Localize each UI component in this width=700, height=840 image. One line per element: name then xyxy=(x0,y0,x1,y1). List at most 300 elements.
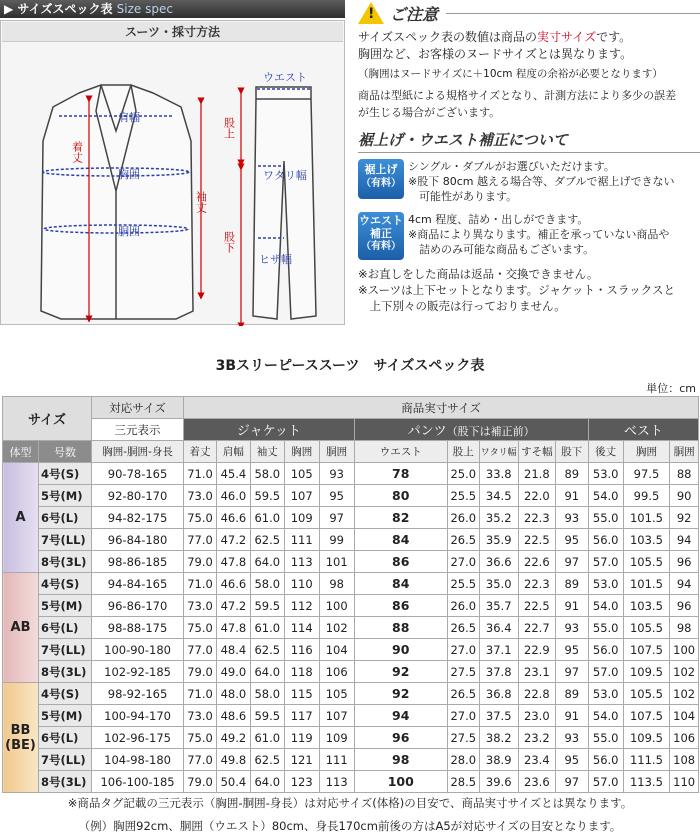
value-cell: 108 xyxy=(670,749,699,771)
col-susohaba: すそ幅 xyxy=(518,441,555,463)
label-matashita: 股下 xyxy=(222,231,236,253)
value-cell: 49.0 xyxy=(216,661,250,683)
notice-tail: ※お直しをした商品は返品・交換できません。 xyxy=(358,267,599,281)
notice-line: 胸囲など、お客様のヌードサイズとは異なります。 xyxy=(358,47,633,61)
value-cell: 37.1 xyxy=(479,639,518,661)
value-cell: 73.0 xyxy=(184,595,217,617)
value-cell: 96 xyxy=(670,551,699,573)
value-cell: 37.5 xyxy=(479,705,518,727)
warning-icon: ! xyxy=(358,2,384,24)
value-cell: 48.4 xyxy=(216,639,250,661)
size-number-cell: 7号(LL) xyxy=(39,529,92,551)
value-cell: 84 xyxy=(354,573,447,595)
value-cell: 61.0 xyxy=(250,507,284,529)
value-cell: 59.5 xyxy=(250,485,284,507)
value-cell: 71.0 xyxy=(184,683,217,705)
value-cell: 59.5 xyxy=(250,705,284,727)
value-cell: 112 xyxy=(284,595,319,617)
value-cell: 105 xyxy=(284,463,319,485)
value-cell: 47.8 xyxy=(216,617,250,639)
value-cell: 77.0 xyxy=(184,529,217,551)
value-cell: 95 xyxy=(555,529,588,551)
value-cell: 96-86-170 xyxy=(91,595,183,617)
value-cell: 107 xyxy=(284,485,319,507)
col-kitake: 着丈 xyxy=(184,441,217,463)
header-title-en: Size spec xyxy=(116,2,173,16)
value-cell: 36.4 xyxy=(479,617,518,639)
value-cell: 53.0 xyxy=(588,683,623,705)
jacket-outline-icon xyxy=(41,85,193,319)
value-cell: 22.8 xyxy=(518,683,555,705)
value-cell: 90-78-165 xyxy=(91,463,183,485)
body-type-cell: AB xyxy=(3,573,39,683)
value-cell: 27.0 xyxy=(447,639,479,661)
value-cell: 25.5 xyxy=(447,573,479,595)
value-cell: 56.0 xyxy=(588,749,623,771)
value-cell: 35.7 xyxy=(479,595,518,617)
value-cell: 96 xyxy=(670,595,699,617)
value-cell: 47.8 xyxy=(216,551,250,573)
value-cell: 102 xyxy=(319,617,354,639)
value-cell: 111 xyxy=(319,749,354,771)
value-cell: 37.8 xyxy=(479,661,518,683)
table-row xyxy=(3,661,699,683)
value-cell: 56.0 xyxy=(588,529,623,551)
table-row xyxy=(3,463,699,485)
suit-illustration xyxy=(1,41,346,326)
value-cell: 99 xyxy=(319,529,354,551)
table-row xyxy=(3,573,699,595)
value-cell: 28.5 xyxy=(447,771,479,793)
header-vest: ベスト xyxy=(588,419,698,441)
value-cell: 46.6 xyxy=(216,573,250,595)
waist-adjust-text: 4cm 程度、詰め・出しができます。 xyxy=(408,213,589,226)
value-cell: 109 xyxy=(319,727,354,749)
value-cell: 118 xyxy=(284,661,319,683)
col-doui: 胴囲 xyxy=(319,441,354,463)
value-cell: 53.0 xyxy=(588,573,623,595)
value-cell: 22.7 xyxy=(518,617,555,639)
value-cell: 98-92-165 xyxy=(91,683,183,705)
value-cell: 57.0 xyxy=(588,771,623,793)
notice-red-word: 実寸サイズ xyxy=(537,30,597,44)
footer-example: （例）胸囲92cm、胴囲（ウエスト）80cm、身長170cm前後の方はA5が対応サイズの目安となります。 xyxy=(78,819,622,833)
value-cell: 28.0 xyxy=(447,749,479,771)
value-cell: 75.0 xyxy=(184,727,217,749)
value-cell: 23.4 xyxy=(518,749,555,771)
value-cell: 88 xyxy=(670,463,699,485)
value-cell: 117 xyxy=(284,705,319,727)
value-cell: 27.5 xyxy=(447,661,479,683)
value-cell: 103.5 xyxy=(623,529,670,551)
value-cell: 64.0 xyxy=(250,551,284,573)
value-cell: 39.6 xyxy=(479,771,518,793)
value-cell: 102 xyxy=(670,661,699,683)
value-cell: 109.5 xyxy=(623,727,670,749)
value-cell: 84 xyxy=(354,529,447,551)
header-sangen: 三元表示 xyxy=(91,419,183,441)
hemming-badge: 裾上げ （有料） xyxy=(358,159,404,199)
table-row xyxy=(3,617,699,639)
value-cell: 95 xyxy=(555,749,588,771)
value-cell: 26.5 xyxy=(447,529,479,551)
label-waist: ウエスト xyxy=(263,71,307,84)
value-cell: 100 xyxy=(354,771,447,793)
table-row xyxy=(3,551,699,573)
measurement-diagram xyxy=(0,20,345,325)
value-cell: 92-80-170 xyxy=(91,485,183,507)
value-cell: 79.0 xyxy=(184,771,217,793)
value-cell: 94 xyxy=(670,573,699,595)
table-row xyxy=(3,683,699,705)
value-cell: 48.0 xyxy=(216,683,250,705)
value-cell: 104 xyxy=(319,639,354,661)
value-cell: 101 xyxy=(319,551,354,573)
value-cell: 27.5 xyxy=(447,727,479,749)
header-gosu: 号数 xyxy=(39,441,92,463)
body-type-cell: A xyxy=(3,463,39,573)
value-cell: 114 xyxy=(284,617,319,639)
waist-adjust-badge: ウエスト 補正 （有料） xyxy=(358,212,404,260)
value-cell: 95 xyxy=(319,485,354,507)
size-number-cell: 4号(S) xyxy=(39,573,92,595)
label-katahaba: 肩幅 xyxy=(118,111,140,124)
unit-label: 単位：cm xyxy=(646,382,696,395)
table-row xyxy=(3,529,699,551)
value-cell: 33.8 xyxy=(479,463,518,485)
value-cell: 106 xyxy=(319,661,354,683)
value-cell: 22.3 xyxy=(518,573,555,595)
value-cell: 26.0 xyxy=(447,507,479,529)
header-pants: パンツ（股下は補正前） xyxy=(354,419,588,441)
value-cell: 48.6 xyxy=(216,705,250,727)
value-cell: 97 xyxy=(555,771,588,793)
value-cell: 96 xyxy=(354,727,447,749)
value-cell: 27.0 xyxy=(447,551,479,573)
value-cell: 101.5 xyxy=(623,573,670,595)
value-cell: 94-82-175 xyxy=(91,507,183,529)
section-header: ▶ サイズスペック表 Size spec xyxy=(0,0,345,18)
value-cell: 98 xyxy=(319,573,354,595)
footer-note: ※商品タグ記載の三元表示（胸囲-胴囲-身長）は対応サイズ(体格)の目安で、商品実寸サイズとは異なります。 xyxy=(67,796,633,810)
size-number-cell: 7号(LL) xyxy=(39,639,92,661)
value-cell: 91 xyxy=(555,485,588,507)
col-v-kyoui: 胸囲 xyxy=(623,441,670,463)
header-jacket: ジャケット xyxy=(184,419,355,441)
size-number-cell: 6号(L) xyxy=(39,727,92,749)
header-title: サイズスペック表 xyxy=(17,2,113,16)
value-cell: 86 xyxy=(354,595,447,617)
value-cell: 91 xyxy=(555,705,588,727)
table-row xyxy=(3,595,699,617)
value-cell: 50.4 xyxy=(216,771,250,793)
table-title: 3Bスリーピーススーツ サイズスペック表 xyxy=(215,358,485,374)
value-cell: 75.0 xyxy=(184,507,217,529)
value-cell: 103.5 xyxy=(623,595,670,617)
value-cell: 77.0 xyxy=(184,639,217,661)
value-cell: 35.9 xyxy=(479,529,518,551)
value-cell: 55.0 xyxy=(588,617,623,639)
hemming-text: 可能性があります。 xyxy=(408,190,518,203)
value-cell: 97 xyxy=(319,507,354,529)
hemming-title: 裾上げ・ウエスト補正について xyxy=(358,129,700,153)
value-cell: 109 xyxy=(284,507,319,529)
value-cell: 86 xyxy=(354,551,447,573)
value-cell: 98-88-175 xyxy=(91,617,183,639)
value-cell: 23.2 xyxy=(518,727,555,749)
value-cell: 55.0 xyxy=(588,727,623,749)
hemming-text: シングル・ダブルがお選びいただけます。 xyxy=(408,160,615,173)
value-cell: 107.5 xyxy=(623,639,670,661)
size-number-cell: 5号(M) xyxy=(39,485,92,507)
table-row xyxy=(3,485,699,507)
value-cell: 110 xyxy=(670,771,699,793)
value-cell: 98 xyxy=(670,617,699,639)
col-v-doui: 胴囲 xyxy=(670,441,699,463)
value-cell: 90 xyxy=(354,639,447,661)
value-cell: 23.6 xyxy=(518,771,555,793)
value-cell: 100-90-180 xyxy=(91,639,183,661)
header-taikei: 体型 xyxy=(3,441,39,463)
value-cell: 105 xyxy=(319,683,354,705)
size-number-cell: 4号(S) xyxy=(39,463,92,485)
size-number-cell: 5号(M) xyxy=(39,705,92,727)
value-cell: 46.6 xyxy=(216,507,250,529)
value-cell: 62.5 xyxy=(250,749,284,771)
value-cell: 38.9 xyxy=(479,749,518,771)
notice-title: ご注意 xyxy=(390,4,439,24)
value-cell: 92 xyxy=(670,507,699,529)
value-cell: 22.9 xyxy=(518,639,555,661)
table-row xyxy=(3,507,699,529)
size-number-cell: 6号(L) xyxy=(39,617,92,639)
col-kyoui: 胸囲 xyxy=(284,441,319,463)
value-cell: 34.5 xyxy=(479,485,518,507)
waist-adjust-text: 詰めのみ可能な商品もございます。 xyxy=(408,243,595,256)
diagram-title: スーツ・採寸方法 xyxy=(2,22,343,42)
value-cell: 93 xyxy=(555,507,588,529)
value-cell: 61.0 xyxy=(250,617,284,639)
value-cell: 22.5 xyxy=(518,529,555,551)
table-row xyxy=(3,705,699,727)
value-cell: 73.0 xyxy=(184,485,217,507)
value-cell: 105.5 xyxy=(623,551,670,573)
col-katahaba: 肩幅 xyxy=(216,441,250,463)
notice-panel: ! ご注意 サイズスペック表の数値は商品の実寸サイズです。 胸囲など、お客様のヌードサイズとは異なります。 （胸囲はヌードサイズに＋10cm 程度の余裕が必要となります） 商品は型紙による規格サイズとなり、計測方法により多少の誤差 が生じる場合がございます。 裾上げ・ウエスト補正について 裾上げ （有料） シングル・ダブルがお選びいただけます。 ※股下 80cm 越える場合等、ダブルで裾上げできない 可能性があります。 ウエスト 補正 （有料） 4cm 程度、詰め・出しができます。 ※商品により異なります。補正を承っていない商品や 詰めのみ可能な商品もございます。 ※お直しをした商品は返品・交換できません。 ※スーツは上下セットとなります。ジャケット・スラックスと 上下別々の販売は行っておりません。 xyxy=(358,0,700,314)
value-cell: 99.5 xyxy=(623,485,670,507)
value-cell: 119 xyxy=(284,727,319,749)
value-cell: 62.5 xyxy=(250,639,284,661)
table-row xyxy=(3,771,699,793)
table-row xyxy=(3,639,699,661)
label-matagami: 股上 xyxy=(222,117,236,139)
value-cell: 92 xyxy=(354,683,447,705)
value-cell: 71.0 xyxy=(184,463,217,485)
col-ushirotake: 後丈 xyxy=(588,441,623,463)
value-cell: 109.5 xyxy=(623,661,670,683)
value-cell: 116 xyxy=(284,639,319,661)
value-cell: 77.0 xyxy=(184,749,217,771)
value-cell: 38.2 xyxy=(479,727,518,749)
col-waist: ウエスト xyxy=(354,441,447,463)
value-cell: 62.5 xyxy=(250,529,284,551)
hemming-text: ※股下 80cm 越える場合等、ダブルで裾上げできない xyxy=(408,175,675,188)
value-cell: 107.5 xyxy=(623,705,670,727)
value-cell: 104-98-180 xyxy=(91,749,183,771)
value-cell: 26.0 xyxy=(447,595,479,617)
value-cell: 89 xyxy=(555,683,588,705)
value-cell: 100 xyxy=(319,595,354,617)
value-cell: 106 xyxy=(670,727,699,749)
header-sangen-sub: 胸囲-胴囲-身長 xyxy=(91,441,183,463)
size-number-cell: 7号(LL) xyxy=(39,749,92,771)
value-cell: 35.2 xyxy=(479,507,518,529)
value-cell: 58.0 xyxy=(250,573,284,595)
value-cell: 36.8 xyxy=(479,683,518,705)
value-cell: 121 xyxy=(284,749,319,771)
table-row xyxy=(3,727,699,749)
header-taiou: 対応サイズ xyxy=(91,397,183,419)
value-cell: 101.5 xyxy=(623,507,670,529)
value-cell: 25.0 xyxy=(447,463,479,485)
value-cell: 57.0 xyxy=(588,551,623,573)
pants-outline-icon xyxy=(253,87,316,319)
value-cell: 49.2 xyxy=(216,727,250,749)
value-cell: 102-92-185 xyxy=(91,661,183,683)
value-cell: 94-84-165 xyxy=(91,573,183,595)
value-cell: 94 xyxy=(670,529,699,551)
value-cell: 22.6 xyxy=(518,551,555,573)
value-cell: 89 xyxy=(555,573,588,595)
value-cell: 46.0 xyxy=(216,485,250,507)
waist-adjust-text: ※商品により異なります。補正を承っていない商品や xyxy=(408,228,670,241)
value-cell: 21.8 xyxy=(518,463,555,485)
value-cell: 71.0 xyxy=(184,573,217,595)
size-number-cell: 8号(3L) xyxy=(39,661,92,683)
value-cell: 73.0 xyxy=(184,705,217,727)
value-cell: 92 xyxy=(354,661,447,683)
value-cell: 56.0 xyxy=(588,639,623,661)
value-cell: 105.5 xyxy=(623,683,670,705)
value-cell: 59.5 xyxy=(250,595,284,617)
value-cell: 89 xyxy=(555,463,588,485)
value-cell: 97 xyxy=(555,551,588,573)
value-cell: 100 xyxy=(670,639,699,661)
size-spec-table xyxy=(2,396,699,793)
value-cell: 27.0 xyxy=(447,705,479,727)
value-cell: 90 xyxy=(670,485,699,507)
label-yukitake: 袖丈 xyxy=(194,191,208,213)
value-cell: 93 xyxy=(319,463,354,485)
value-cell: 55.0 xyxy=(588,507,623,529)
value-cell: 75.0 xyxy=(184,617,217,639)
size-number-cell: 8号(3L) xyxy=(39,771,92,793)
value-cell: 22.0 xyxy=(518,485,555,507)
value-cell: 61.0 xyxy=(250,727,284,749)
value-cell: 54.0 xyxy=(588,485,623,507)
value-cell: 25.5 xyxy=(447,485,479,507)
value-cell: 22.5 xyxy=(518,595,555,617)
value-cell: 26.5 xyxy=(447,683,479,705)
notice-line: 商品は型紙による規格サイズとなり、計測方法により多少の誤差 xyxy=(358,89,677,102)
value-cell: 107 xyxy=(319,705,354,727)
value-cell: 115 xyxy=(284,683,319,705)
value-cell: 53.0 xyxy=(588,463,623,485)
value-cell: 64.0 xyxy=(250,771,284,793)
value-cell: 22.3 xyxy=(518,507,555,529)
value-cell: 80 xyxy=(354,485,447,507)
value-cell: 96-84-180 xyxy=(91,529,183,551)
label-doui: 胴囲 xyxy=(118,225,140,238)
label-kyoui: 胸囲 xyxy=(118,168,140,181)
notice-note: （胸囲はヌードサイズに＋10cm 程度の余裕が必要となります） xyxy=(358,68,663,80)
size-number-cell: 4号(S) xyxy=(39,683,92,705)
value-cell: 113 xyxy=(284,551,319,573)
value-cell: 45.4 xyxy=(216,463,250,485)
value-cell: 94 xyxy=(354,705,447,727)
value-cell: 91 xyxy=(555,595,588,617)
value-cell: 26.5 xyxy=(447,617,479,639)
header-size: サイズ xyxy=(3,397,92,441)
value-cell: 23.0 xyxy=(518,705,555,727)
value-cell: 49.8 xyxy=(216,749,250,771)
label-hizahaba: ヒザ幅 xyxy=(259,253,292,266)
col-sodetake: 袖丈 xyxy=(250,441,284,463)
size-number-cell: 8号(3L) xyxy=(39,551,92,573)
value-cell: 111 xyxy=(284,529,319,551)
value-cell: 102 xyxy=(670,683,699,705)
value-cell: 111.5 xyxy=(623,749,670,771)
value-cell: 102-96-175 xyxy=(91,727,183,749)
value-cell: 98 xyxy=(354,749,447,771)
value-cell: 106-100-185 xyxy=(91,771,183,793)
value-cell: 79.0 xyxy=(184,661,217,683)
value-cell: 88 xyxy=(354,617,447,639)
notice-tail: 上下別々の販売は行っておりません。 xyxy=(358,299,566,313)
value-cell: 47.2 xyxy=(216,595,250,617)
value-cell: 54.0 xyxy=(588,705,623,727)
value-cell: 78 xyxy=(354,463,447,485)
value-cell: 123 xyxy=(284,771,319,793)
col-matashita: 股下 xyxy=(555,441,588,463)
value-cell: 58.0 xyxy=(250,463,284,485)
col-watari: ワタリ幅 xyxy=(479,441,518,463)
value-cell: 36.6 xyxy=(479,551,518,573)
value-cell: 64.0 xyxy=(250,661,284,683)
label-watari: ワタリ幅 xyxy=(263,169,307,182)
value-cell: 93 xyxy=(555,727,588,749)
col-matagami: 股上 xyxy=(447,441,479,463)
notice-line: が生じる場合がございます。 xyxy=(358,106,501,119)
value-cell: 104 xyxy=(670,705,699,727)
value-cell: 98-86-185 xyxy=(91,551,183,573)
value-cell: 35.0 xyxy=(479,573,518,595)
size-number-cell: 5号(M) xyxy=(39,595,92,617)
value-cell: 23.1 xyxy=(518,661,555,683)
value-cell: 97 xyxy=(555,661,588,683)
value-cell: 54.0 xyxy=(588,595,623,617)
label-kitake: 着丈 xyxy=(70,141,84,163)
value-cell: 113 xyxy=(319,771,354,793)
value-cell: 57.0 xyxy=(588,661,623,683)
header-shohin: 商品実寸サイズ xyxy=(184,397,699,419)
table-row xyxy=(3,749,699,771)
value-cell: 58.0 xyxy=(250,683,284,705)
value-cell: 82 xyxy=(354,507,447,529)
size-number-cell: 6号(L) xyxy=(39,507,92,529)
value-cell: 79.0 xyxy=(184,551,217,573)
value-cell: 93 xyxy=(555,617,588,639)
